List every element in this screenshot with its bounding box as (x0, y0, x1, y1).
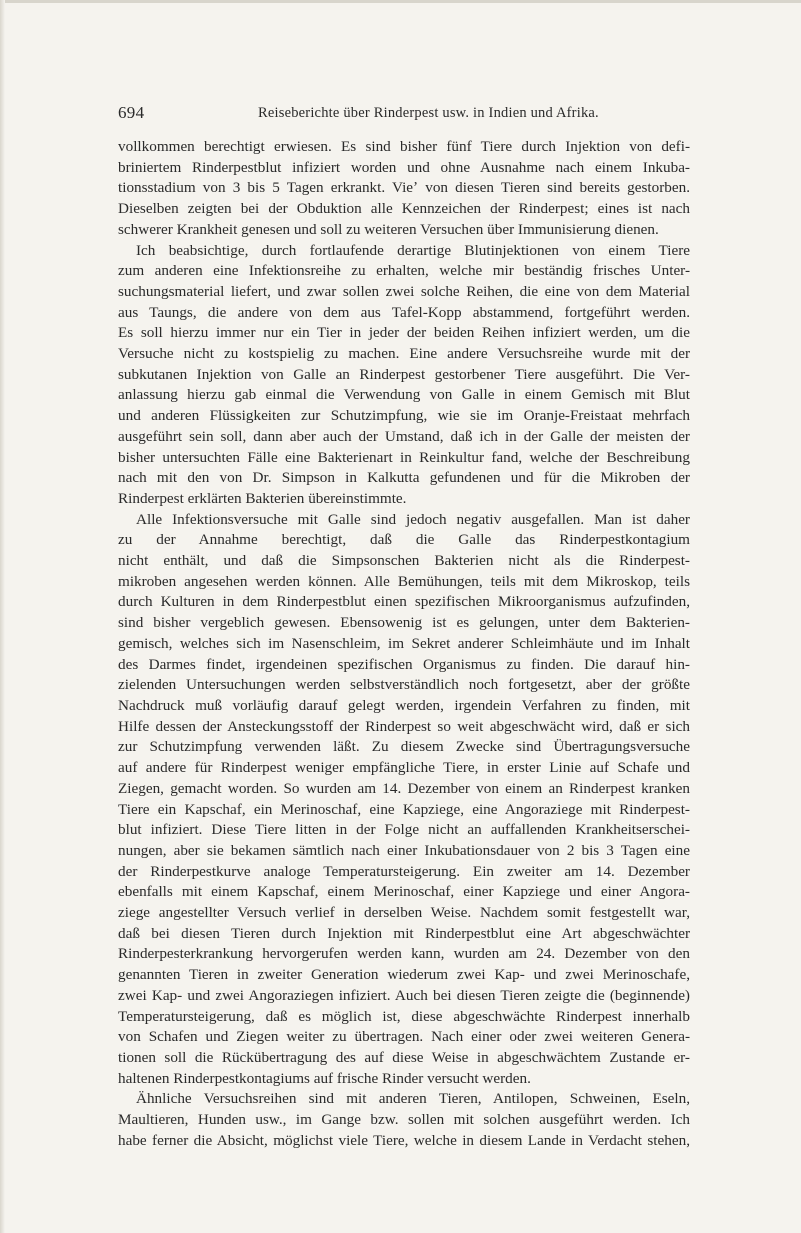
text-line: haltenen Rinderpestkontagiums auf frische Rinder versucht werden. (118, 1069, 531, 1087)
text-line: zielenden Untersuchungen werden selbstverständlich noch fortgesetzt, aber der größte (118, 676, 690, 694)
text-line: gemisch, welches sich im Nasenschleim, im Sekret anderer Schleimhäute und im Inhalt (118, 634, 690, 652)
text-line: und anderen Flüssigkeiten zur Schutzimpfung, wie sie im Oranje-Freistaat mehrfach (118, 407, 690, 425)
text-line: schwerer Krankheit genesen und soll zu weiteren Versuchen über Immunisierung dienen. (118, 220, 659, 238)
text-line: anlassung hierzu gab einmal die Verwendung von Galle in einem Gemisch mit Blut (118, 386, 690, 404)
text-line: habe ferner die Absicht, möglichst viele Tiere, welche in diesem Lande in Verdacht stehen, (118, 1131, 690, 1149)
text-line: tionsstadium von 3 bis 5 Tagen erkrankt. Vieʼ von diesen Tieren sind bereits gestorben. (118, 179, 690, 197)
text-line: blut infiziert. Diese Tiere litten in der Folge nicht an auffallenden Krankheitserschei- (118, 821, 690, 839)
text-line: Versuche nicht zu kostspielig zu machen. Eine andere Versuchsreihe wurde mit der (118, 345, 690, 363)
text-line: suchungsmaterial liefert, und zwar sollen zwei solche Reihen, die eine von dem Material (118, 282, 690, 300)
text-line: mikroben angesehen werden können. Alle Bemühungen, teils mit dem Mikroskop, teils (118, 572, 690, 590)
running-title: Reiseberichte über Rinderpest usw. in Indien und Afrika. (258, 105, 599, 121)
text-line: durch Kulturen in dem Rinderpestblut einen spezifischen Mikroorganismus aufzufinden, (118, 593, 690, 611)
text-line: von Schafen und Ziegen weiter zu übertragen. Nach einer oder zwei weiteren Genera- (118, 1028, 690, 1046)
page-binding-edge (0, 0, 5, 1233)
text-line: sind bisher vergeblich gewesen. Ebensowenig ist es gelungen, unter dem Bakterien- (118, 614, 690, 632)
text-line: bisher untersuchten Fälle eine Bakterienart in Reinkultur fand, welche der Beschreibung (118, 448, 690, 466)
text-line: auf andere für Rinderpest weniger empfängliche Tiere, in erster Linie auf Schafe und (118, 759, 690, 777)
text-line: Es soll hierzu immer nur ein Tier in jeder der beiden Reihen infiziert werden, um die (118, 324, 690, 342)
text-line: Nachdruck muß vorläufig darauf gelegt werden, irgendein Verfahren zu finden, mit (118, 696, 690, 714)
text-line: Rinderpest erklärten Bakterien übereinstimmte. (118, 489, 407, 507)
text-line: vollkommen berechtigt erwiesen. Es sind bisher fünf Tiere durch Injektion von defi- (118, 138, 690, 155)
text-line: Tiere ein Kapschaf, ein Merinoschaf, eine Kapziege, eine Angoraziege mit Rinderpest- (118, 800, 690, 818)
text-line: briniertem Rinderpestblut infiziert worden und ohne Ausnahme nach einem Inkuba- (118, 158, 690, 176)
text-line: zu der Annahme berechtigt, daß die Galle das Rinderpestkontagium (118, 531, 690, 549)
text-line: genannten Tieren in zweiter Generation wiederum zwei Kap- und zwei Merinoschafe, (118, 966, 690, 984)
text-line: zur Schutzimpfung verwenden läßt. Zu diesem Zwecke sind Übertragungsversuche (118, 738, 690, 756)
text-line: nach mit den von Dr. Simpson in Kalkutta gefundenen und für die Mikroben der (118, 469, 690, 487)
text-line: daß bei diesen Tieren durch Injektion mit Rinderpestblut eine Art abgeschwächter (118, 924, 690, 942)
text-line: nicht enthält, und daß die Simpsonschen Bakterien nicht als die Rinderpest- (118, 552, 690, 570)
text-line: ebenfalls mit einem Kapschaf, einem Merinoschaf, einer Kapziege und einer Angora- (118, 883, 690, 901)
text-line: Alle Infektionsversuche mit Galle sind jedoch negativ ausgefallen. Man ist daher (136, 510, 690, 528)
text-line: tionen soll die Rückübertragung des auf diese Weise in abgeschwächtem Zustande er- (118, 1048, 690, 1066)
text-line: Ähnliche Versuchsreihen sind mit anderen Tieren, Antilopen, Schweinen, Eseln, (136, 1090, 690, 1108)
text-line: Dieselben zeigten bei der Obduktion alle Kennzeichen der Rinderpest; eines ist nach (118, 200, 690, 218)
text-line: Rinderpesterkrankung hervorgerufen werden kann, wurden am 24. Dezember von den (118, 945, 690, 963)
text-line: Temperatursteigerung, daß es möglich ist, diese abgeschwächte Rinderpest innerhalb (118, 1007, 690, 1025)
text-line: des Darmes findet, irgendeinen spezifischen Organismus zu finden. Die darauf hin- (118, 655, 690, 673)
text-line: nungen, aber sie bekamen sämtlich nach einer Inkubationsdauer von 2 bis 3 Tagen eine (118, 841, 690, 859)
page-top-edge (0, 0, 801, 3)
text-line: subkutanen Injektion von Galle an Rinderpest gestorbener Tiere ausgeführt. Die Ver- (118, 365, 690, 383)
text-line: zwei Kap- und zwei Angoraziegen infiziert. Auch bei diesen Tieren zeigte die (beginnende) (118, 986, 690, 1004)
text-line: ziege angestellter Versuch verlief in derselben Weise. Nachdem somit festgestellt war, (118, 904, 690, 922)
text-line: zum anderen eine Infektionsreihe zu erhalten, welche mir beständig frisches Unter- (118, 262, 690, 280)
page-header (118, 103, 698, 125)
text-line: aus Taungs, die andere von dem aus Tafel-Kopp abstammend, fortgeführt werden. (118, 303, 690, 321)
text-line: Ziegen, gemacht worden. So wurden am 14. Dezember von einem an Rinderpest kranken (118, 779, 690, 797)
body-text (118, 137, 690, 1151)
text-line: Ich beabsichtige, durch fortlaufende derartige Blutinjektionen von einem Tiere (136, 241, 690, 259)
text-line: ausgeführt sein soll, dann aber auch der Umstand, daß ich in der Galle der meisten der (118, 427, 690, 445)
page-number: 694 (118, 103, 145, 122)
text-line: der Rinderpestkurve analoge Temperatursteigerung. Ein zweiter am 14. Dezember (118, 862, 690, 880)
text-line: Hilfe dessen der Ansteckungsstoff der Rinderpest so weit abgeschwächt wird, daß er sich (118, 717, 690, 735)
text-line: Maultieren, Hunden usw., im Gange bzw. sollen mit solchen ausgeführt werden. Ich (118, 1111, 690, 1129)
